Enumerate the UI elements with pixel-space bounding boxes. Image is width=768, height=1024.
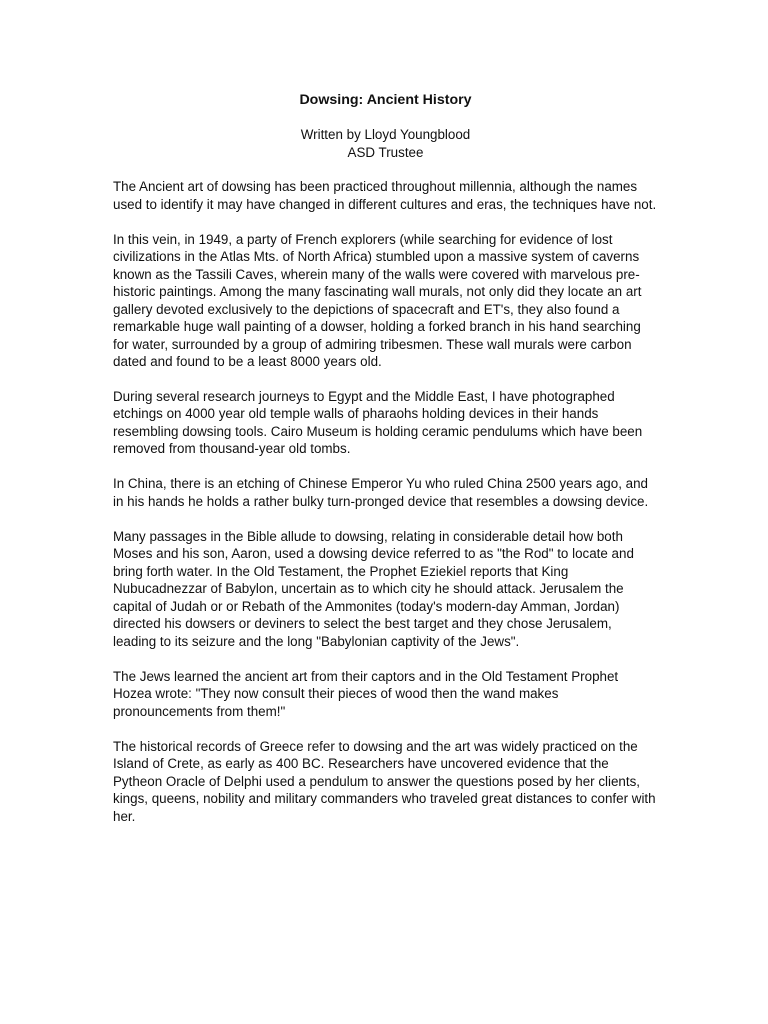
paragraph: In China, there is an etching of Chinese Emperor Yu who ruled China 2500 years ago, and in his hands he holds a rather bulky turn-pronged device that resembles a dowsing device.	[113, 476, 649, 509]
document-title: Dowsing: Ancient History	[299, 92, 472, 108]
paragraph: Many passages in the Bible allude to dowsing, relating in considerable detail how both Moses and his son, Aaron, used a dowsing device referred to as "the Rod" to locate and bring forth water. In the Old Testament, the Prophet Eziekiel reports that King Nubucadnezzar of Babylon, uncertain as to which city he should attack. Jerusalem the capital of Judah or or Rebath of the Ammonites (today's modern-day Amman, Jordan) directed his dowsers or deviners to select the best target and they chose Jerusalem, leading to its seizure and the long "Babylonian captivity of the Jews".	[113, 528, 634, 649]
paragraph: In this vein, in 1949, a party of French explorers (while searching for evidence of lost civilizations in the Atlas Mts. of North Africa) stumbled upon a massive system of caverns known as the Tassili Caves, wherein many of the walls were covered with marvelous pre-historic paintings. Among the many fascinating wall murals, not only did they locate an art gallery devoted exclusively to the depictions of spacecraft and ET's, they also found a remarkable huge wall painting of a dowser, holding a forked branch in his hand searching for water, surrounded by a group of admiring tribesmen. These wall murals were carbon dated and found to be a least 8000 years old.	[113, 231, 642, 370]
paragraph: The historical records of Greece refer to dowsing and the art was widely practiced on the Island of Crete, as early as 400 BC. Researchers have uncovered evidence that the Pytheon Oracle of Delphi used a pendulum to answer the questions posed by her clients, kings, queens, nobility and military commanders who traveled great distances to confer with her.	[113, 738, 656, 824]
paragraph: The Ancient art of dowsing has been practiced throughout millennia, although the names used to identify it may have changed in different cultures and eras, the techniques have not.	[113, 179, 657, 212]
byline-author: Written by Lloyd Youngblood	[300, 127, 471, 142]
byline-role: ASD Trustee	[347, 144, 424, 160]
paragraph: During several research journeys to Egypt and the Middle East, I have photographed etchings on 4000 year old temple walls of pharaohs holding devices in their hands resembling dowsing tools. Cairo Museum is holding ceramic pendulums which have been removed from thousand-year old tombs.	[113, 388, 643, 457]
paragraph: The Jews learned the ancient art from their captors and in the Old Testament Prophet Hozea wrote: "They now consult their pieces of wood then the wand makes pronouncements from them!"	[113, 668, 619, 719]
document-page	[113, 88, 658, 842]
byline	[113, 126, 658, 161]
